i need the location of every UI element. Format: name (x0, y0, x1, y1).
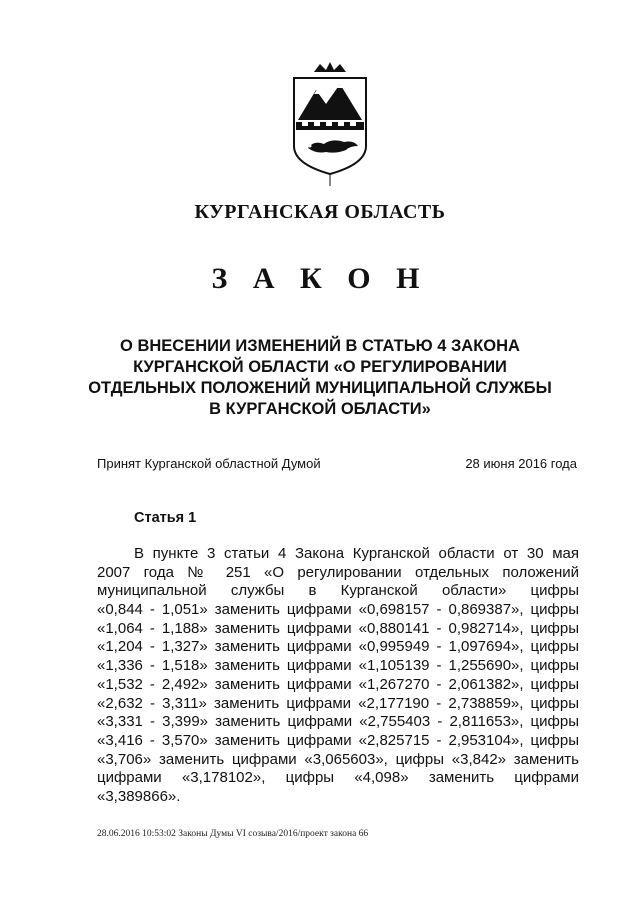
adopted-by: Принят Курганской областной Думой (97, 456, 321, 471)
body-line: «3,331 - 3,399» заменить цифрами «2,755403 - 2,811653», цифры (97, 713, 579, 731)
body-line: муниципальной службы в Курганской области» цифры (97, 582, 579, 600)
law-title-line: В КУРГАНСКОЙ ОБЛАСТИ» (209, 400, 431, 418)
law-title (60, 336, 580, 420)
body-line: «3,706» заменить цифрами «3,065603», цифры «3,842» заменить (97, 750, 579, 768)
body-line: «1,336 - 1,518» заменить цифрами «1,105139 - 1,255690», цифры (97, 657, 579, 675)
footer-note: 28.06.2016 10:53:02 Законы Думы VI созыва/2016/проект закона 66 (97, 829, 369, 839)
body-line: «1,204 - 1,327» заменить цифрами «0,995949 - 1,097694», цифры (97, 638, 579, 656)
body-line: «2,632 - 3,311» заменить цифрами «2,177190 - 2,738859», цифры (97, 694, 579, 712)
body-line: «3,416 - 3,570» заменить цифрами «2,825715 - 2,953104», цифры (97, 731, 579, 749)
law-title-line: О ВНЕСЕНИИ ИЗМЕНЕНИЙ В СТАТЬЮ 4 ЗАКОНА (120, 337, 520, 355)
coat-of-arms-icon (284, 60, 376, 188)
body-line: 2007 года № 251 «О регулировании отдельных положений (97, 563, 579, 581)
region-name: КУРГАНСКАЯ ОБЛАСТЬ (194, 201, 446, 223)
body-line: «1,532 - 2,492» заменить цифрами «1,267270 - 2,061382», цифры (97, 675, 579, 693)
body-line: В пункте 3 статьи 4 Закона Курганской области от 30 мая (134, 545, 579, 562)
adoption-date: 28 июня 2016 года (465, 456, 577, 471)
article-heading: Статья 1 (134, 510, 197, 526)
body-line: «1,064 - 1,188» заменить цифрами «0,880141 - 0,982714», цифры (97, 619, 579, 637)
law-title-line: ОТДЕЛЬНЫХ ПОЛОЖЕНИЙ МУНИЦИПАЛЬНОЙ СЛУЖБЫ (88, 379, 552, 397)
document-type: З А К О Н (211, 262, 429, 295)
body-line: цифрами «3,178102», цифры «4,098» заменить цифрами (97, 769, 579, 787)
law-title-line: КУРГАНСКОЙ ОБЛАСТИ «О РЕГУЛИРОВАНИИ (133, 358, 507, 376)
body-line: «0,844 - 1,051» заменить цифрами «0,698157 - 0,869387», цифры (97, 601, 579, 619)
coat-of-arms-emblem (284, 60, 376, 188)
body-line: «3,389866». (97, 787, 181, 805)
article-body (97, 545, 579, 807)
